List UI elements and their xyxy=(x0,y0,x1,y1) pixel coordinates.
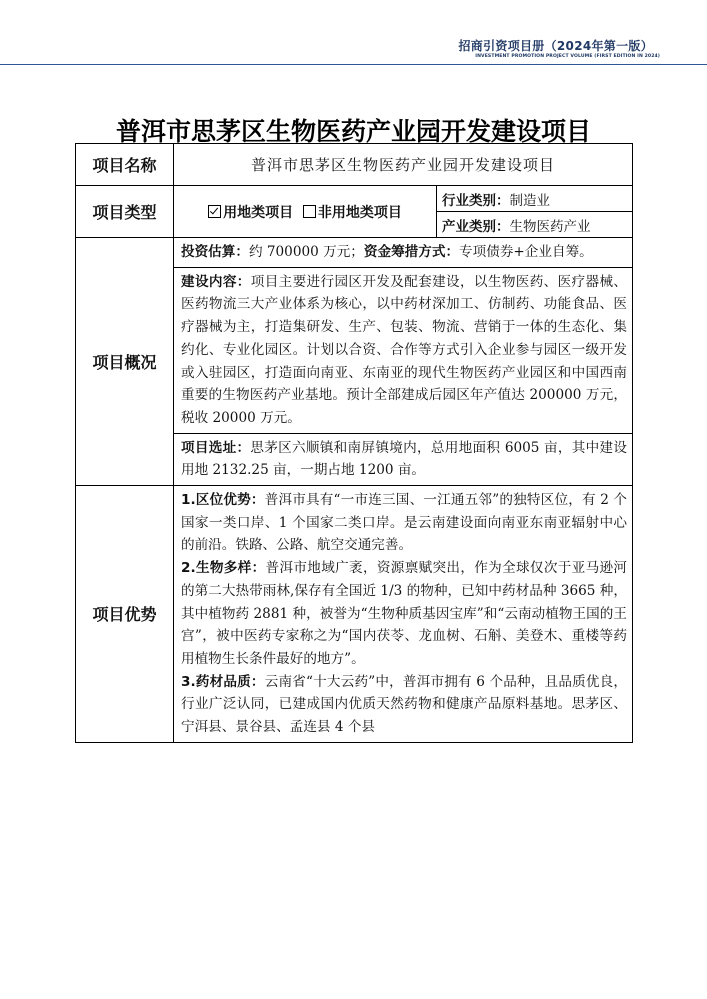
label-overview: 项目概况 xyxy=(76,238,174,486)
value-project-name: 普洱市思茅区生物医药产业园开发建设项目 xyxy=(174,144,633,186)
project-table xyxy=(75,143,633,743)
industry-label: 行业类别： xyxy=(442,192,510,209)
option-land: 用地类项目 xyxy=(223,204,294,221)
site-label: 项目选址： xyxy=(181,439,251,456)
advantage-text: 云南省“十大云药”中，普洱市拥有 6 个品种，且品质优良，行业广泛认同，已建成国内优质天然药物和健康产品原料基地。思茅区、宁洱县、景谷县、孟连县 4 个县 xyxy=(181,673,628,736)
investment-text: 约 700000 万元； xyxy=(248,244,364,260)
industry-category xyxy=(437,186,633,212)
advantage-title: 1.区位优势： xyxy=(181,492,265,509)
advantages-content xyxy=(174,486,633,743)
page-title: 普洱市思茅区生物医药产业园开发建设项目 xyxy=(115,117,591,146)
label-project-name: 项目名称 xyxy=(76,144,174,186)
content-paragraph xyxy=(174,267,633,433)
row-advantages xyxy=(76,486,633,743)
header-divider xyxy=(0,64,707,65)
advantage-title: 3.药材品质： xyxy=(181,673,265,690)
industry-value: 制造业 xyxy=(509,192,550,209)
site-paragraph xyxy=(174,433,633,485)
sector-category xyxy=(437,212,633,238)
sector-value: 生物医药产业 xyxy=(509,218,591,235)
content-label: 建设内容： xyxy=(181,273,251,290)
advantage-title: 2.生物多样： xyxy=(181,560,266,577)
row-overview-investment xyxy=(76,238,633,268)
advantage-item xyxy=(181,557,627,671)
checkbox-empty-icon xyxy=(303,205,316,218)
label-project-type: 项目类型 xyxy=(76,186,174,238)
funding-label: 资金筹措方式： xyxy=(363,244,460,260)
content-text: 项目主要进行园区开发及配套建设，以生物医药、医疗器械、医药物流三大产业体系为核心，以中药材深加工、仿制药、功能食品、医疗器械为主，打造集研发、生产、包装、物流、营销于一体的生态化、集约化、专业化园区。计划以合资、合作等方式引入企业参与园区一级开发或入驻园区，打造面向南亚、东南亚的现代生物医药产业园区和中国西南重要的生物医药产业基地。预计全部建成后园区年产值达 200000 万元，税收 20000 万元。 xyxy=(181,273,628,426)
site-text: 思茅区六顺镇和南屏镇境内，总用地面积 6005 亩，其中建设用地 2132.25 亩，一期占地 1200 亩。 xyxy=(181,439,628,479)
volume-subtitle: INVESTMENT PROMOTION PROJECT VOLUME (FIRST EDITION IN 2024) xyxy=(475,54,660,59)
investment-label: 投资估算： xyxy=(181,244,249,260)
checkbox-checked-icon xyxy=(208,205,221,218)
label-advantages: 项目优势 xyxy=(76,486,174,743)
advantage-item xyxy=(181,671,627,739)
option-nonland: 非用地类项目 xyxy=(317,204,402,221)
volume-title: 招商引资项目册（2024年第一版） xyxy=(458,39,653,53)
row-project-type xyxy=(76,186,633,212)
advantage-text: 普洱市具有“一市连三国、一江通五邻”的独特区位，有 2 个国家一类口岸、1 个国家二类口岸。是云南建设面向南亚东南亚辐射中心的前沿。铁路、公路、航空交通完善。 xyxy=(181,492,628,554)
type-options xyxy=(174,186,437,238)
row-project-name xyxy=(76,144,633,186)
sector-label: 产业类别： xyxy=(442,218,510,235)
funding-text: 专项债券+企业自筹。 xyxy=(459,244,593,260)
advantage-text: 普洱市地域广袤，资源禀赋突出，作为全球仅次于亚马逊河的第二大热带雨林,保存有全国近 1/3 的物种，已知中药材品种 3665 种，其中植物药 2881 种，被誉为“生物种质基因宝库”和“云南动植物王国的王宫”，被中医药专家称之为“国内茯苓、龙血树、石斛、美登木、重楼等药用植物生长条件最好的地方”。 xyxy=(181,560,628,667)
investment-paragraph xyxy=(174,238,633,268)
advantage-item xyxy=(181,489,627,557)
